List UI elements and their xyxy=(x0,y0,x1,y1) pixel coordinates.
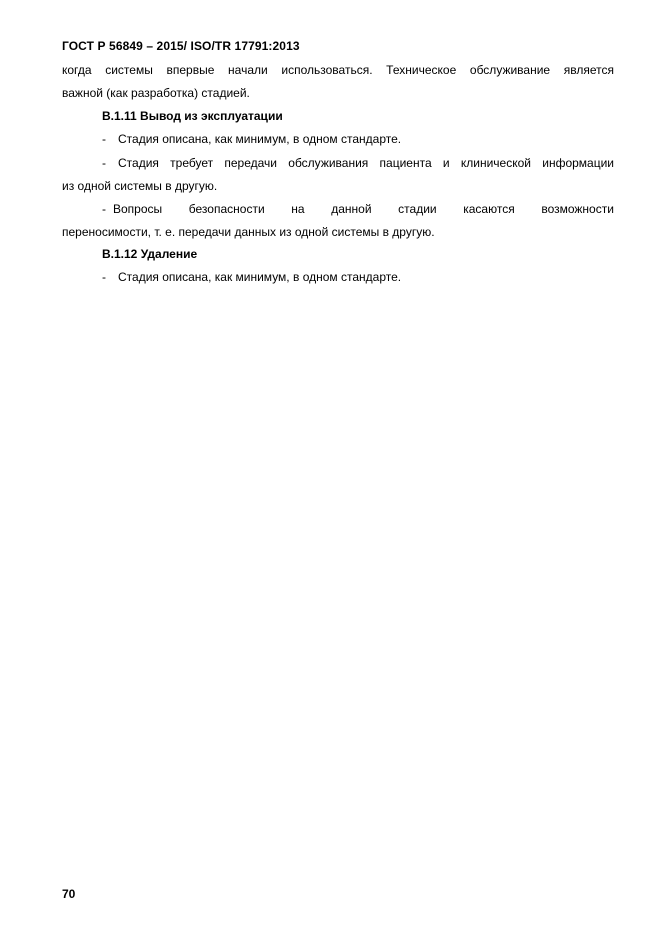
bullet-continuation: из одной системы в другую. xyxy=(62,178,218,193)
bullet-word-group xyxy=(102,198,162,221)
bullet-continuation: переносимости, т. е. передачи данных из одной системы в другую. xyxy=(62,225,435,240)
section-heading-b111: В.1.11 Вывод из эксплуатации xyxy=(102,109,283,123)
intro-line-1: когда системы впервые начали использоваться. Техническое обслуживание является xyxy=(62,63,614,77)
section-heading-b112: В.1.12 Удаление xyxy=(102,247,198,261)
bullet-word: Вопросы xyxy=(113,202,163,217)
section-b111 xyxy=(62,105,614,245)
bullet-dash: - xyxy=(102,155,106,170)
section-b112 xyxy=(62,243,614,290)
standard-header: ГОСТ Р 56849 – 2015/ ISO/TR 17791:2013 xyxy=(62,39,300,53)
bullet-word: данной xyxy=(331,202,372,217)
bullet-dash: - xyxy=(102,202,106,217)
list-item xyxy=(62,266,614,289)
list-item xyxy=(62,152,614,175)
intro-paragraph xyxy=(62,59,614,106)
bullet-dash: - xyxy=(102,270,106,285)
list-item xyxy=(62,128,614,151)
bullet-word: возможности xyxy=(541,202,614,217)
bullet-text: Стадия требует передачи обслуживания пациента и клинической информации xyxy=(118,155,614,170)
page-number: 70 xyxy=(62,887,76,901)
bullet-word: на xyxy=(291,202,305,217)
bullet-word: касаются xyxy=(463,202,515,217)
intro-line-2: важной (как разработка) стадией. xyxy=(62,86,250,101)
bullet-dash: - xyxy=(102,132,106,147)
list-item xyxy=(62,198,614,221)
bullet-word: стадии xyxy=(398,202,437,217)
bullet-text: Стадия описана, как минимум, в одном стандарте. xyxy=(118,132,402,147)
bullet-word: безопасности xyxy=(188,202,265,217)
bullet-text: Стадия описана, как минимум, в одном стандарте. xyxy=(118,270,402,285)
